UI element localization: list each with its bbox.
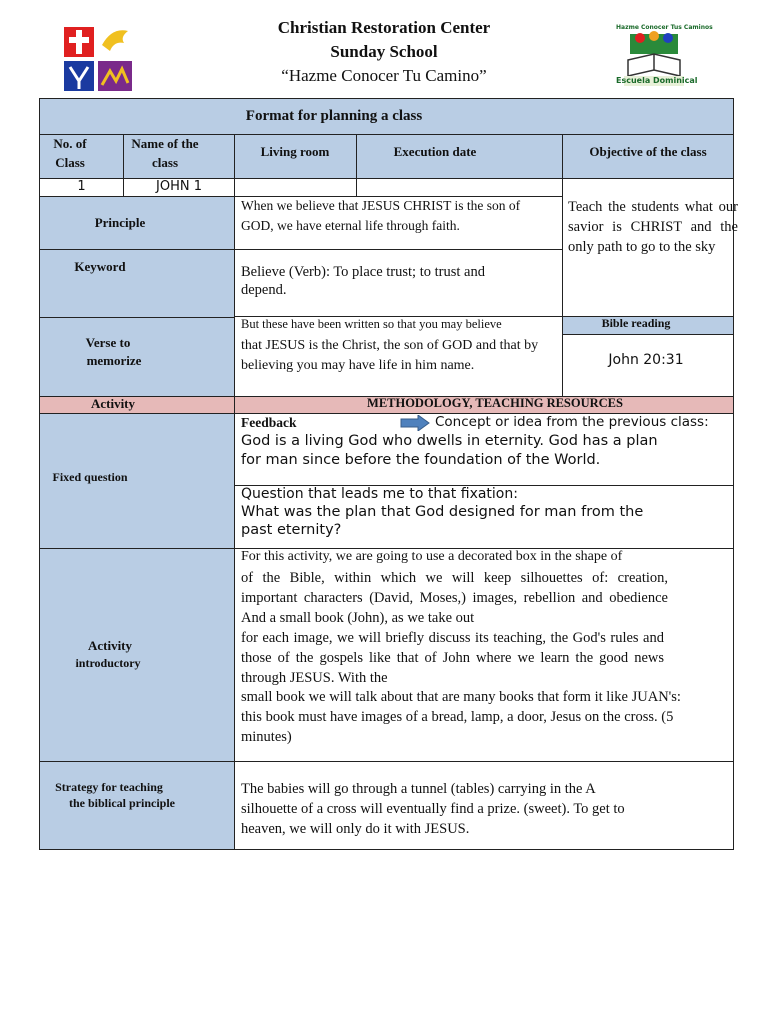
principle-text: When we believe that JESUS CHRIST is the son of GOD, we have eternal life through faith. bbox=[241, 198, 521, 233]
fixed-question-label: Fixed question bbox=[52, 470, 128, 484]
keyword-label: Keyword bbox=[74, 259, 126, 274]
keyword-text: Believe (Verb): To place trust; to trust and depend. bbox=[241, 264, 485, 298]
activity-label: Activity bbox=[90, 396, 136, 411]
feedback-label: Feedback bbox=[241, 415, 297, 430]
feedback-concept: Concept or idea from the previous class: bbox=[435, 414, 709, 430]
col-living-room: Living room bbox=[260, 144, 330, 159]
col-no-class: No. of Class bbox=[53, 136, 87, 170]
intro-text-part3: for each image, we will briefly discuss its teaching, the God's rules and those of the gospels like that of John where we learn the good news through JESUS. With the bbox=[241, 630, 664, 686]
class-name: JOHN 1 bbox=[156, 179, 202, 194]
table-title: Format for planning a class bbox=[245, 108, 423, 124]
methodology-label: METHODOLOGY, TEACHING RESOURCES bbox=[367, 396, 623, 410]
header-center-name: Christian Restoration Center bbox=[277, 18, 491, 37]
col-objective: Objective of the class bbox=[589, 144, 707, 159]
intro-text-line1: For this activity, we are going to use a decorated box in the shape of bbox=[241, 549, 623, 564]
bible-reading-label: Bible reading bbox=[601, 316, 671, 330]
intro-text-part2: of the Bible, within which we will keep silhouettes of: creation, important characters (David, Moses,) images, rebellion and obedience And a small book (John), as we take out bbox=[241, 570, 668, 626]
arrow-right-icon bbox=[400, 415, 430, 431]
col-name-class: Name of the class bbox=[131, 136, 199, 170]
bible-reading-text: John 20:31 bbox=[608, 352, 684, 368]
verse-label-2: memorize bbox=[86, 353, 142, 368]
header-motto: “Hazme Conocer Tu Camino” bbox=[281, 66, 487, 85]
feedback-text: God is a living God who dwells in eternity. God has a plan for man since before the foundation of the World. bbox=[241, 433, 658, 468]
verse-text-rest: that JESUS is the Christ, the son of GOD and that by believing you may have life in him name. bbox=[241, 338, 539, 373]
intro-label-2: introductory bbox=[75, 656, 141, 670]
strategy-text: The babies will go through a tunnel (tables) carrying in the A silhouette of a cross will eventually find a prize. (sweet). To get to heaven, we will only do it with JESUS. bbox=[241, 781, 625, 837]
principle-label: Principle bbox=[94, 215, 146, 230]
intro-label-1: Activity bbox=[87, 638, 133, 653]
strategy-label-1: Strategy for teaching bbox=[55, 780, 163, 794]
verse-label-1: Verse to bbox=[85, 335, 131, 350]
logo-top-text: Hazme Conocer Tus Caminos bbox=[616, 24, 713, 31]
intro-text-part4: small book we will talk about that are many books that form it like JUAN's: this book must have images of a bread, lamp, a door, Jesus on the cross. (5 minutes) bbox=[241, 689, 681, 745]
col-execution-date: Execution date bbox=[393, 144, 477, 159]
question-label: Question that leads me to that fixation: bbox=[241, 486, 518, 502]
verse-text-line1: But these have been written so that you may believe bbox=[241, 317, 502, 331]
strategy-label-2: the biblical principle bbox=[68, 796, 175, 810]
question-text: What was the plan that God designed for man from the past eternity? bbox=[241, 504, 644, 538]
sunday-school-logo bbox=[616, 24, 713, 90]
header-sunday-school: Sunday School bbox=[330, 42, 438, 61]
logo-bottom-text: Escuela Dominical bbox=[616, 76, 698, 85]
class-number: 1 bbox=[77, 179, 86, 194]
objective-text: Teach the students what our savior is CHRIST and the only path to go to the sky bbox=[568, 199, 738, 255]
